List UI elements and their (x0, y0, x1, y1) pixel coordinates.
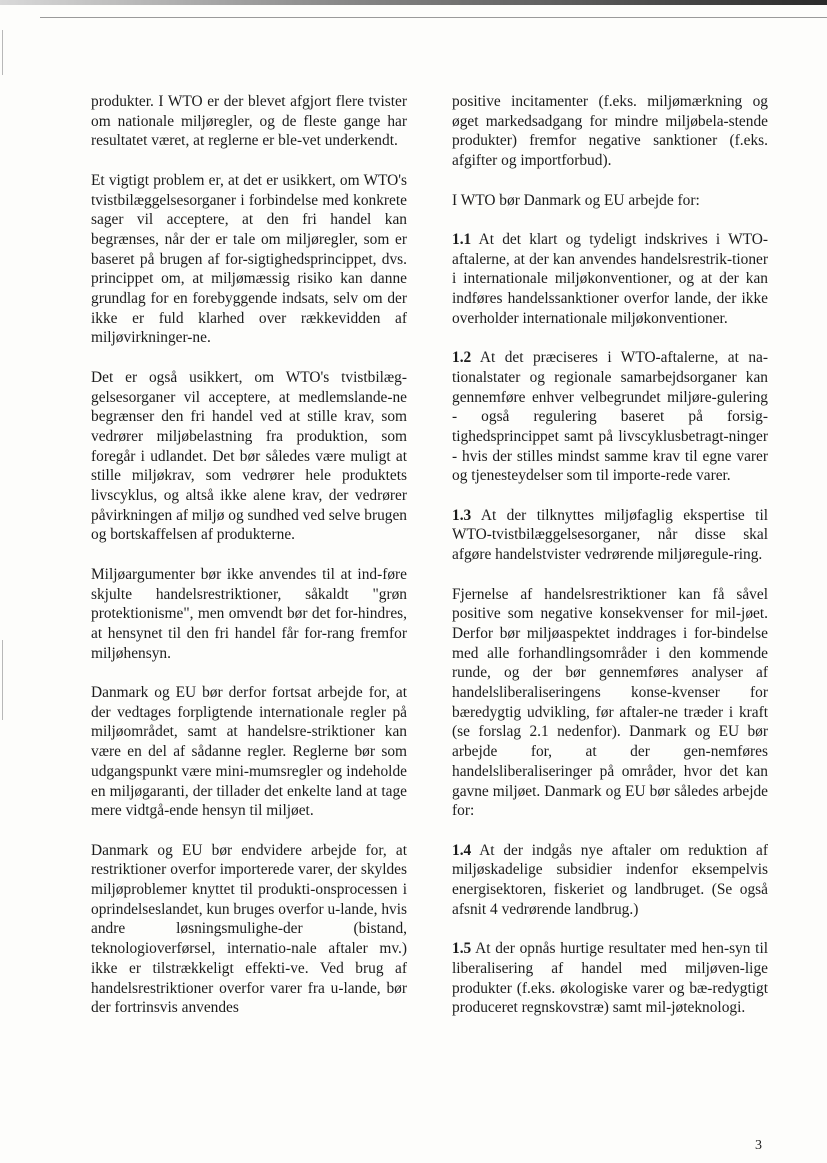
scan-edge-top (0, 0, 827, 5)
proposal-text: At der opnås hurtige resultater med hen-syn til liberalisering af handel med miljøven-lige produkter (f.eks. økologiske varer og bæ-redygtigt produceret regnskovstræ) samt mil-jøteknologi. (452, 940, 768, 1017)
paragraph-binding-rules: Danmark og EU bør derfor fortsat arbejde for, at der vedtages forpligtende internationale regler på miljøområdet, samt at handelsre-striktioner kan være en del af sådanne regler. Reglerne bør som udgangspunkt være mini-mumsregler og indeholde en miljøgaranti, der tillader det enkelte land at tage mere vidtgå-ende hensyn til miljøet. (91, 684, 407, 820)
proposal-number: 1.4 (452, 841, 472, 859)
proposal-1-5 (452, 939, 768, 1018)
scan-margin-line-2 (2, 640, 3, 720)
paragraph-trade-liberalisation: Fjernelse af handelsrestriktioner kan få såvel positive som negative konsekvenser for mil-jøet. Derfor bør miljøaspektet inddrages i for-bindelse med alle forhandlingsområder i den kommende runde, og der bør gennemføres analyser af handelsliberaliseringens konse-kvenser for bæredygtig udvikling, før aftaler-ne træder i kraft (se forslag 2.1 nedenfor). Danmark og EU bør arbejde for, at der gen-nemføres handelsliberaliseringer på områder, hvor det kan gavne miljøet. Danmark og EU bør således arbejde for: (452, 585, 768, 820)
paragraph-production-requirements: Det er også usikkert, om WTO's tvistbilæg-gelsesorganer vil acceptere, at medlemslande-ne begrænser den fri handel ved at stille krav, som vedrører miljøbelastning fra produktion, som foregår i udlandet. Det bør således være muligt at stille miljøkrav, som vedrører hele produktets livscyklus, og altså ikke alene krav, der vedrører påvirkningen af miljø og sundhed ved selve brugen og bortskaffelsen af produkterne. (91, 368, 407, 544)
paragraph-developing-countries: Danmark og EU bør endvidere arbejde for, at restriktioner overfor importerede varer, der skyldes miljøproblemer knyttet til produkti-onsprocessen i oprindelseslandet, kun bruges overfor u-lande, hvis andre løsningsmulighe-der (bistand, teknologioverførsel, internatio-nale aftaler mv.) ikke er tilstrækkeligt effekti-ve. Ved brug af handelsrestriktioner overfor varer fra u-lande, bør der fortrinsvis anvendes (91, 841, 407, 1017)
proposal-1-2 (452, 348, 768, 486)
left-column (91, 92, 407, 1038)
paragraph-wto-disputes: produkter. I WTO er der blevet afgjort flere tvister om nationale miljøregler, og de fleste gange har resultatet været, at reglerne er ble-vet underkendt. (91, 93, 407, 150)
proposal-number: 1.3 (452, 506, 472, 524)
paragraph-precautionary-principle: Et vigtigt problem er, at det er usikkert, om WTO's tvistbilæggelsesorganer i forbindelse med konkrete sager vil acceptere, at den fri handel kan begrænses, når der er tale om miljøregler, som er baseret på brugen af for-sigtighedsprincippet, dvs. princippet om, at miljømæssig risiko kan danne grundlag for en forebyggende indsats, selv om der ikke er fuld klarhed over rækkevidden af miljøvirkninger-ne. (91, 171, 407, 347)
proposal-number: 1.2 (452, 349, 472, 367)
proposal-number: 1.1 (452, 230, 472, 248)
proposal-number: 1.5 (452, 940, 472, 958)
proposal-1-3 (452, 506, 768, 565)
proposal-text: At der tilknyttes miljøfaglig ekspertise til WTO-tvistbilæggelsesorganer, når disse skal afgøre handelstvister vedrørende miljøregule-ring. (452, 506, 768, 564)
scan-top-rule (40, 17, 827, 18)
paragraph-positive-incentives: positive incitamenter (f.eks. miljømærkning og øget markedsadgang for mindre miljøbela-stende produkter) fremfor negative sanktioner (f.eks. afgifter og importforbud). (452, 93, 768, 170)
page-number: 3 (755, 1138, 762, 1153)
paragraph-lead-in: I WTO bør Danmark og EU arbejde for: (452, 191, 700, 209)
proposal-1-1 (452, 230, 768, 329)
paragraph-green-protectionism: Miljøargumenter bør ikke anvendes til at ind-føre skjulte handelsrestriktioner, såkaldt "grøn protektionisme", men omvendt bør det for-hindres, at hensynet til den fri handel får for-rang fremfor miljøhensyn. (91, 565, 407, 662)
scan-margin-line-1 (2, 30, 3, 75)
proposal-1-4 (452, 841, 768, 920)
proposal-text: At det præciseres i WTO-aftalerne, at na-tionalstater og regionale samarbejdsorganer kan gennemføre enhver velbegrundet miljøre-gulering - også regulering baseret på forsig-tighedsprincippet samt på livscyklusbetragt-ninger - hvis der stilles mindst samme krav til egne varer og tjenesteydelser som til importe-rede varer. (452, 349, 769, 485)
proposal-text: At det klart og tydeligt indskrives i WTO-aftalerne, at der kan anvendes handelsrestrik-tioner i internationale miljøkonventioner, og at der kan indføres handelssanktioner overfor lande, der ikke overholder internationale miljøkonventioner. (452, 230, 768, 327)
right-column (452, 92, 768, 1038)
proposal-text: At der indgås nye aftaler om reduktion af miljøskadelige subsidier indenfor eksempelvis energisektoren, fiskeriet og landbruget. (Se også afsnit 4 vedrørende landbrug.) (452, 841, 768, 918)
